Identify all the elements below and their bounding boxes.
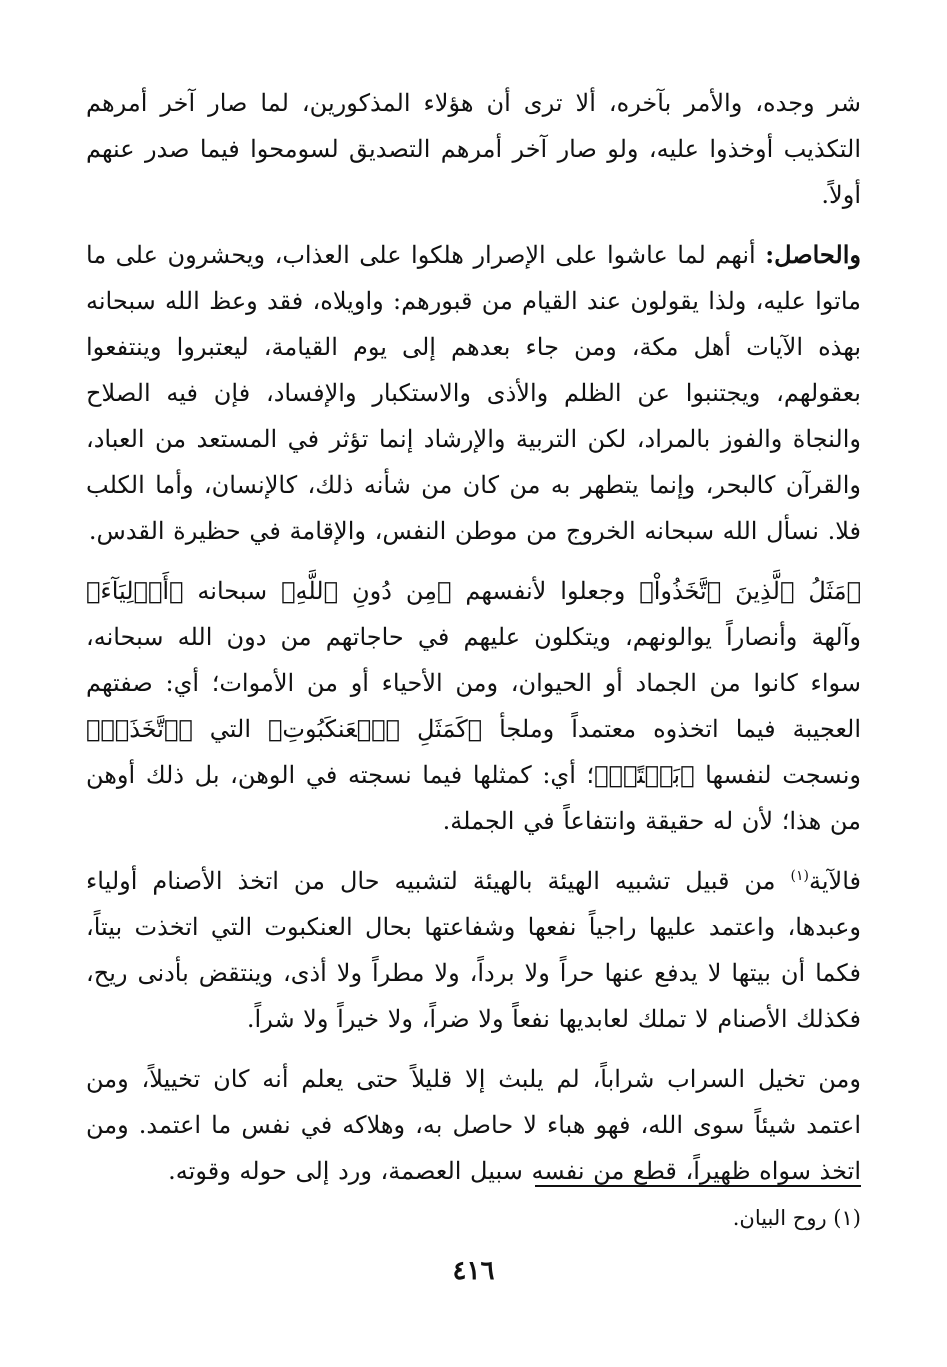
paragraph-1 — [86, 80, 861, 218]
quran-quote: ﴿بَيۡتًاۖ﴾ — [594, 761, 695, 789]
page-number: ٤١٦ — [452, 1256, 495, 1286]
paragraph-2-text: أنهم لما عاشوا على الإصرار هلكوا على العذاب، ويحشرون على ما ماتوا عليه، ولذا يقولون عند القيام من قبورهم: واويلاه، فقد وعظ الله سبحانه بهذه الآيات أهل مكة، ومن جاء بعدهم إلى يوم القيامة، ليعتبروا وينتفعوا بعقولهم، ويجتنبوا عن الظلم والأذى والاستكبار والإفساد، فإن فيه الصلاح والنجاة والفوز بالمراد، لكن التربية والإرشاد إنما تؤثر في المستعد من العباد، والقرآن كالبحر، وإنما يتطهر به من كان من شأنه ذلك، كالإنسان، وأما الكلب فلا. نسأل الله سبحانه الخروج من موطن النفس، والإقامة في حظيرة القدس. — [86, 241, 861, 545]
paragraph-4-text: فالآية — [808, 867, 861, 895]
footnote: (١) روح البيان. — [732, 1206, 861, 1230]
paragraph-3-text: ؛ أي: كمثلها فيما نسجته في الوهن، بل ذلك أوهن من هذا؛ لأن له حقيقة وانتفاعاً في الجملة. — [86, 761, 861, 835]
paragraph-2-lead: والحاصل: — [765, 240, 861, 269]
quran-quote: ﴿كَمَثَلِ ٱلۡعَنكَبُوتِ﴾ — [268, 715, 483, 743]
paragraph-3-text: سبحانه — [183, 577, 282, 605]
paragraph-3-text: ونسجت لنفسها — [694, 761, 861, 789]
paragraph-5-text: ومن تخيل السراب شراباً، لم يلبث إلا قليلاً حتى يعلم أنه كان تخييلاً، ومن اعتمد شيئاً سوى الله، فهو هباء لا حاصل به، وهلاكه في نفس ما اعتمد. ومن اتخذ سواه ظهيراً، قطع من نفسه سبيل العصمة، ورد إلى حوله وقوته. — [86, 1065, 861, 1185]
paragraph-2 — [86, 232, 861, 554]
quran-quote: ﴿أَوۡلِيَآءَ﴾ — [86, 577, 184, 605]
paragraph-3-text: وآلهة وأنصاراً يوالونهم، ويتكلون عليهم في حاجاتهم من دون الله سبحانه، سواء كانوا من الجماد أو الحيوان، ومن الأحياء أو من الأموات؛ أي: صفتهم العجيبة فيما اتخذوه معتمداً وملجأ — [86, 623, 861, 743]
quran-quote: ﴿مِن دُونِ ٱللَّهِ﴾ — [281, 577, 452, 605]
paragraph-4-text: من قبيل تشبيه الهيئة بالهيئة لتشبيه حال من اتخذ الأصنام أولياء وعبدها، واعتمد عليها راجياً نفعها وشفاعتها بحال العنكبوت التي اتخذت بيتاً، فكما أن بيتها لا يدفع عنها حراً ولا برداً، ولا مطراً ولا أذى، وينتقض بأدنى ريح، فكذلك الأصنام لا تملك لعابديها نفعاً ولا ضراً، ولا خيراً ولا شراً. — [86, 867, 861, 1033]
quran-quote: ﴿مَثَلُ ٱلَّذِينَ ٱتَّخَذُواْ﴾ — [639, 577, 862, 605]
paragraph-3-text: وجعلوا لأنفسهم — [451, 577, 640, 605]
paragraph-3 — [86, 568, 861, 844]
page-body — [86, 80, 861, 1194]
paragraph-4 — [86, 858, 861, 1042]
paragraph-3-text: التي — [192, 715, 269, 743]
paragraph-1-text: شر وجده، والأمر بآخره، ألا ترى أن هؤلاء المذكورين، لما صار آخر أمرهم التكذيب أوخذوا عليه، ولو صار آخر أمرهم التصديق لسومحوا فيما صدر عنهم أولاً. — [86, 89, 861, 209]
footnote-reference: (١) — [790, 868, 809, 884]
footnote-divider — [535, 1185, 861, 1187]
quran-quote: ﴿ٱتَّخَذَتۡ﴾ — [86, 715, 193, 743]
paragraph-5 — [86, 1056, 861, 1194]
